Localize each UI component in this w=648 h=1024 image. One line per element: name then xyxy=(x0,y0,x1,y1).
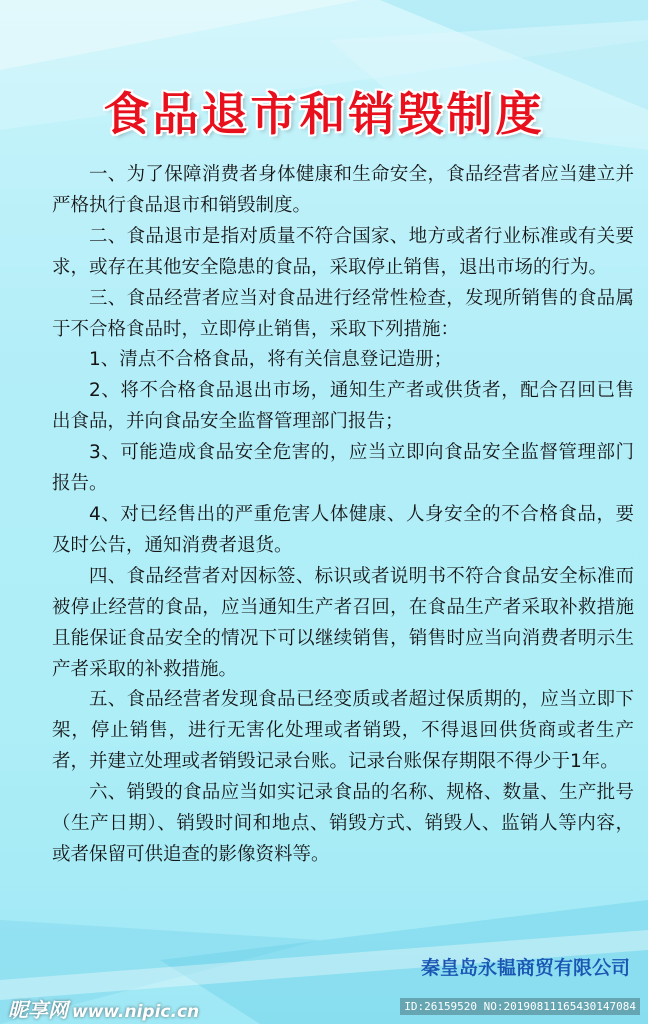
measure-4: 4、对已经售出的严重危害人体健康、人身安全的不合格食品，要及时公告，通知消费者退货。 xyxy=(52,503,634,556)
paragraph-1: 一、为了保障消费者身体健康和生命安全，食品经营者应当建立并严格执行食品退市和销毁制度。 xyxy=(52,164,634,216)
page-title: 食品退市和销毁制度 xyxy=(103,87,545,141)
watermark-logo-text: 昵享网 xyxy=(8,998,68,1022)
measure-3: 3、可能造成食品安全危害的，应当立即向食品安全监督管理部门报告。 xyxy=(52,442,634,495)
paragraph-5: 五、食品经营者发现食品已经变质或者超过保质期的，应当立即下架，停止销售，进行无害化处理或者销毁，不得退回供货商或者生产者，并建立处理或者销毁记录台账。记录台账保存期限不得少于1年。 xyxy=(52,689,634,773)
regulation-body xyxy=(52,160,634,871)
paragraph-2: 二、食品退市是指对质量不符合国家、地方或者行业标准或有关要求，或存在其他安全隐患的食品，采取停止销售，退出市场的行为。 xyxy=(52,225,634,278)
watermark-logo xyxy=(8,994,199,1023)
measure-2: 2、将不合格食品退出市场，通知生产者或供货者，配合召回已售出食品，并向食品安全监督管理部门报告； xyxy=(52,380,634,433)
company-name: 秦皇岛永韫商贸有限公司 xyxy=(420,957,630,979)
paragraph-4: 四、食品经营者对因标签、标识或者说明书不符合食品安全标准而被停止经营的食品，应当通知生产者召回，在食品生产者采取补救措施且能保证食品安全的情况下可以继续销售，销售时应当向消费者明示生产者采取的补救措施。 xyxy=(52,565,634,680)
watermark-id: ID:26159520 NO:20190811165430147084 xyxy=(400,998,640,1015)
paragraph-3: 三、食品经营者应当对食品进行经常性检查，发现所销售的食品属于不合格食品时，立即停止销售，采取下列措施： xyxy=(52,287,634,340)
measure-1: 1、清点不合格食品，将有关信息登记造册； xyxy=(89,349,453,371)
paragraph-6: 六、销毁的食品应当如实记录食品的名称、规格、数量、生产批号（生产日期）、销毁时间和地点、销毁方式、销毁人、监销人等内容，或者保留可供追查的影像资料等。 xyxy=(52,782,634,865)
watermark-url: www.nipic.cn xyxy=(72,1002,200,1022)
